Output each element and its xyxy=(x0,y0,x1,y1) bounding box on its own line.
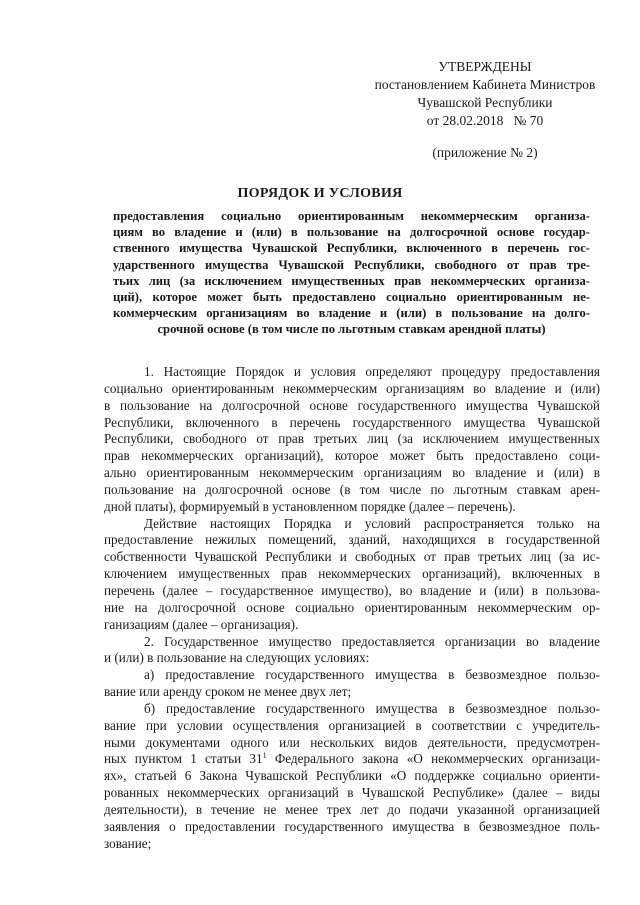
document-subtitle xyxy=(113,208,590,338)
paragraph-4 xyxy=(104,667,600,701)
text-line: ально ориентированным некоммерческим организациям во владение и (или) в xyxy=(104,465,600,481)
text-line: и (или) в пользование на следующих условиях: xyxy=(104,650,370,666)
text-line: Действие настоящих Порядка и условий распространяется только на xyxy=(144,515,600,531)
subtitle-line: тьих лиц (за исключением имущественных прав некоммерческих организа- xyxy=(113,273,590,288)
text-line: а) предоставление государственного имущества в безвозмездное пользо- xyxy=(144,667,600,683)
text-line: социально ориентированным некоммерческим организациям во владение и (или) xyxy=(104,380,600,396)
text-line: собственности Чувашской Республики и свободных от прав третьих лиц (за ис- xyxy=(104,549,600,565)
text-fragment: ных пунктом 1 статьи 31 xyxy=(104,751,263,767)
subtitle-line: ударственного имущества Чувашской Республики, свободного от прав тре- xyxy=(113,257,590,272)
approval-heading: УТВЕРЖДЕНЫ xyxy=(438,59,532,74)
paragraph-1 xyxy=(104,364,600,516)
text-line: вание или аренду сроком не менее двух лет; xyxy=(104,684,352,700)
subtitle-line: ственного имущества Чувашской Республики, включенного в перечень гос- xyxy=(113,241,590,256)
text-line: 1. Настоящие Порядок и условия определяют процедуру предоставления xyxy=(144,364,600,379)
text-line: ключением имущественных прав некоммерческих организаций), включенных в xyxy=(104,566,600,582)
approval-region: Чувашской Республики xyxy=(417,95,553,110)
text-line: Республики, свободного от прав третьих лиц (за исключением имущественных xyxy=(104,431,600,447)
text-line: ными документами одного или нескольких видов деятельности, предусмотрен- xyxy=(104,734,600,750)
subtitle-line: коммерческим организациям во владение и (или) в пользование на долго- xyxy=(113,306,590,321)
subtitle-line: ций), которое может быть предоставлено социально ориентированным не- xyxy=(113,290,590,305)
text-line: 2. Государственное имущество предоставляется организации во владение xyxy=(144,633,600,649)
subtitle-line: срочной основе (в том числе по льготным ставкам арендной платы) xyxy=(157,322,546,337)
document-body xyxy=(104,364,600,852)
document-title: ПОРЯДОК И УСЛОВИЯ xyxy=(237,186,403,201)
text-line: предоставление нежилых помещений, зданий, находящихся в государственной xyxy=(104,532,600,548)
paragraph-3 xyxy=(104,634,600,668)
text-line: зование; xyxy=(104,835,152,851)
text-line: дной платы), формируемый в установленном порядке (далее – перечень). xyxy=(104,498,516,514)
text-line: Республики, включенного в перечень государственного имущества Чувашской xyxy=(104,414,600,430)
appendix-label: (приложение № 2) xyxy=(432,145,538,160)
text-line: пользование на долгосрочной основе (в том числе по льготным ставкам арен- xyxy=(104,481,600,497)
text-line: деятельности), в течение не менее трех лет до подачи указанной организацией xyxy=(104,801,600,817)
text-line: ганизациям (далее – организация). xyxy=(104,616,299,632)
text-line: б) предоставление государственного имущества в безвозмездное пользо- xyxy=(144,700,600,716)
subtitle-line: предоставления социально ориентированным некоммерческим организа- xyxy=(113,209,590,223)
text-line: прав некоммерческих организаций), которое может быть предоставлено соци- xyxy=(104,448,600,464)
approval-authority: постановлением Кабинета Министров xyxy=(374,77,596,92)
text-line: заявления о предоставлении государственного имущества в безвозмездное поль- xyxy=(104,818,600,834)
paragraph-2 xyxy=(104,516,600,634)
approval-block xyxy=(355,58,615,162)
text-fragment: Федерального закона «О некоммерческих организаци- xyxy=(266,751,600,767)
text-line: рованных некоммерческих организаций в Чувашской Республике» (далее – виды xyxy=(104,785,600,801)
approval-date-number: от 28.02.2018 № 70 xyxy=(426,113,544,128)
paragraph-5 xyxy=(104,701,600,853)
text-line: в пользование на долгосрочной основе государственного имущества Чувашской xyxy=(104,397,600,413)
footnote-superscript: 1 xyxy=(262,751,267,761)
text-line: ях», статьей 6 Закона Чувашской Республики «О поддержке социально ориенти- xyxy=(104,768,600,784)
text-line xyxy=(104,751,600,768)
subtitle-line: циям во владение и (или) в пользование на долгосрочной основе государ- xyxy=(113,225,590,240)
text-line: перечень (далее – государственное имущество), во владение и (или) в пользова- xyxy=(104,582,600,598)
text-line: ние на долгосрочной основе социально ориентированным некоммерческим ор- xyxy=(104,599,600,615)
text-line: вание при условии осуществления организацией в соответствии с учредитель- xyxy=(104,717,600,733)
